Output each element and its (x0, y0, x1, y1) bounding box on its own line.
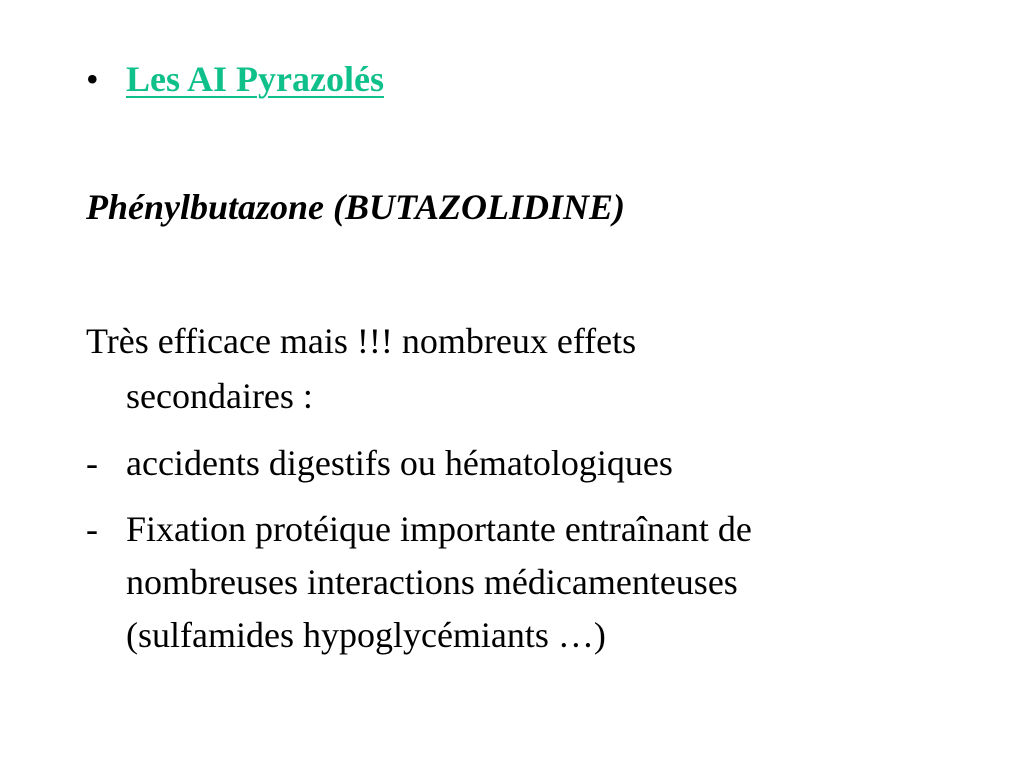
bullet-icon: • (86, 59, 99, 99)
list-item-text: (sulfamides hypoglycémiants …) (126, 615, 606, 655)
list-item-text: Fixation protéique importante entraînant de (126, 509, 752, 549)
drug-name: Phénylbutazone (BUTAZOLIDINE) (86, 187, 626, 227)
list-item-text: nombreuses interactions médicamenteuses (126, 562, 738, 602)
list-dash: - (86, 509, 98, 549)
heading-link[interactable]: Les AI Pyrazolés (126, 59, 384, 99)
list-dash: - (86, 443, 98, 483)
list-item-text: accidents digestifs ou hématologiques (126, 443, 673, 483)
paragraph-line-1: Très efficace mais !!! nombreux effets (86, 321, 637, 361)
paragraph-line-2: secondaires : (126, 376, 313, 416)
